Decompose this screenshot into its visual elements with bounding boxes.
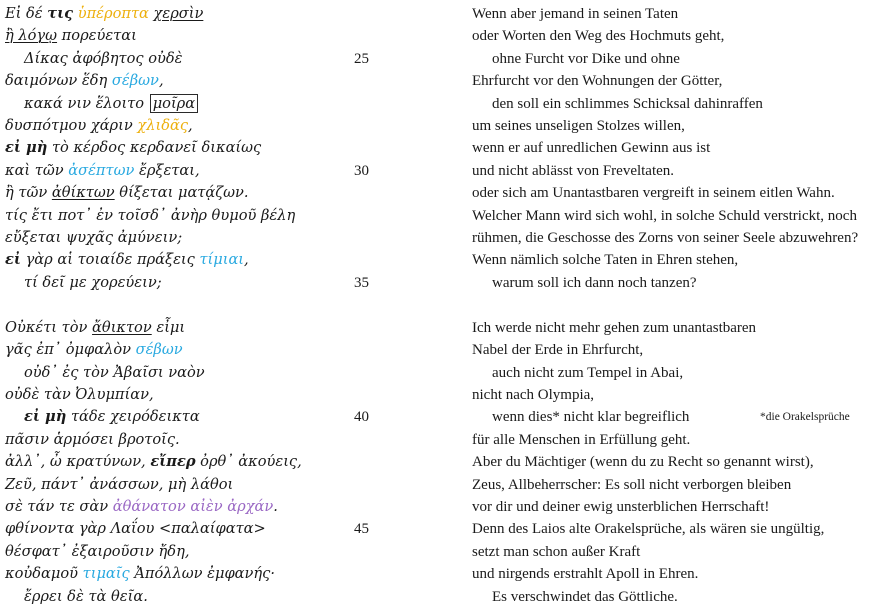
greek-verse	[5, 451, 302, 473]
verse-line	[0, 70, 893, 92]
german-translation: um seines unseligen Stolzes willen,	[472, 118, 685, 135]
greek-text-segment: ἀλλ᾽, ὦ κρατύνων,	[5, 453, 151, 471]
greek-text-segment: ,	[158, 72, 164, 90]
greek-text-segment: οὐδ᾽ ἐς τὸν Ἀβαῖσι ναὸν	[24, 363, 205, 381]
greek-verse	[5, 160, 200, 182]
verse-line	[0, 48, 893, 70]
greek-text-segment: τὸ κέρδος κερδανεῖ δικαίως	[47, 139, 262, 157]
greek-text-segment: κοὐδαμοῦ	[5, 565, 83, 583]
german-translation: oder Worten den Weg des Hochmuts geht,	[472, 28, 725, 45]
verse-line	[0, 115, 893, 137]
german-translation: für alle Menschen in Erfüllung geht.	[472, 431, 691, 448]
greek-verse	[5, 518, 266, 540]
greek-text-segment: χλιδᾶς	[137, 117, 189, 135]
greek-text-segment: ἢ τῶν	[5, 184, 52, 202]
greek-text-segment: εἰ	[5, 251, 21, 269]
verse-line	[0, 182, 893, 204]
german-translation: setzt man schon außer Kraft	[472, 543, 641, 560]
verse-line	[0, 160, 893, 182]
greek-text-segment: κακά νιν ἕλοιτο	[24, 94, 149, 112]
greek-verse	[5, 70, 164, 92]
greek-text-segment: ὀρθ᾽ ἀκούεις,	[195, 453, 302, 471]
greek-verse	[5, 541, 189, 563]
german-translation: Es verschwindet das Göttliche.	[492, 588, 678, 605]
german-translation: oder sich am Unantastbaren vergreift in seinem eitlen Wahn.	[472, 185, 835, 202]
greek-text-segment: ,	[244, 251, 249, 269]
greek-text-segment: πᾶσιν ἁρμόσει βροτοῖς.	[5, 430, 180, 448]
margin-note: *die Orakelsprüche	[760, 411, 850, 424]
greek-text-segment: ὑπέροπτα	[77, 5, 149, 22]
greek-text-segment: εἰ μὴ	[5, 139, 48, 157]
greek-verse	[24, 406, 200, 428]
greek-text-segment: ἢ λόγῳ	[5, 27, 58, 45]
german-translation: Denn des Laios alte Orakelsprüche, als wären sie ungültig,	[472, 521, 825, 538]
greek-text-segment: σέβων	[111, 72, 159, 90]
verse-line	[0, 563, 893, 585]
greek-verse	[24, 93, 198, 115]
greek-text-segment: δυσπότμου χάριν	[5, 117, 138, 135]
line-number: 25	[354, 50, 369, 67]
line-number: 35	[354, 274, 369, 291]
greek-text-segment: Οὐκέτι τὸν	[5, 318, 93, 336]
greek-verse	[24, 272, 162, 294]
german-translation: ohne Furcht vor Dike und ohne	[492, 50, 680, 67]
greek-text-segment: οὐδὲ τὰν Ὀλυμπίαν,	[5, 385, 154, 403]
stanza-1	[0, 3, 893, 294]
greek-verse	[5, 137, 261, 159]
verse-line	[0, 205, 893, 227]
greek-text-segment: τίς ἔτι ποτ᾽ ἐν τοῖσδ᾽ ἀνὴρ θυμοῦ βέλη	[5, 206, 296, 224]
verse-line	[0, 518, 893, 540]
german-translation: auch nicht zum Tempel in Abai,	[492, 364, 684, 381]
german-translation: und nicht ablässt von Freveltaten.	[472, 162, 675, 179]
greek-text-segment: καὶ τῶν	[5, 161, 69, 179]
greek-text-segment: τίμιαι	[199, 251, 245, 269]
line-number: 45	[354, 521, 369, 538]
german-translation: Zeus, Allbeherrscher: Es soll nicht verborgen bleiben	[472, 476, 792, 493]
greek-text-segment: ἔρρει δὲ τὰ θεῖα.	[24, 587, 148, 605]
greek-text-segment: γὰρ αἱ τοιαίδε πράξεις	[20, 251, 200, 269]
greek-text-segment: φθίνοντα γὰρ Λαΐου <παλαίφατα>	[5, 520, 266, 538]
line-number: 40	[354, 409, 369, 426]
verse-line	[0, 474, 893, 496]
greek-verse	[24, 586, 148, 608]
german-translation: Ehrfurcht vor den Wohnungen der Götter,	[472, 73, 723, 90]
greek-text-segment: γᾶς ἐπ᾽ ὀμφαλὸν	[5, 341, 136, 359]
greek-verse	[5, 182, 249, 204]
greek-verse	[5, 474, 233, 496]
greek-text-segment: μοῖρα	[150, 94, 198, 113]
verse-line	[0, 272, 893, 294]
greek-text-segment: Εἰ δέ	[5, 5, 48, 22]
greek-text-segment: ἄθικτον	[92, 318, 152, 336]
greek-text-segment: σέβων	[135, 341, 183, 359]
greek-text-segment: θίξεται ματᾴζων.	[114, 184, 249, 202]
verse-line	[0, 227, 893, 249]
german-translation: wenn er auf unredlichen Gewinn aus ist	[472, 140, 711, 157]
line-number: 30	[354, 162, 369, 179]
german-translation: Aber du Mächtiger (wenn du zu Recht so genannt wirst),	[472, 454, 814, 471]
stanza-2	[0, 317, 893, 608]
verse-line	[0, 541, 893, 563]
verse-line	[0, 362, 893, 384]
german-translation: Welcher Mann wird sich wohl, in solche Schuld verstrickt, noch	[472, 207, 857, 224]
verse-line	[0, 451, 893, 473]
greek-text-segment: εἶμι	[151, 318, 186, 336]
greek-text-segment: θέσφατ᾽ ἐξαιροῦσιν ἤδη,	[5, 542, 190, 560]
verse-line	[0, 249, 893, 271]
verse-line	[0, 429, 893, 451]
greek-verse	[5, 115, 193, 137]
verse-line	[0, 339, 893, 361]
greek-text-segment: εἴπερ	[150, 453, 196, 471]
greek-verse	[5, 563, 275, 585]
greek-verse	[5, 317, 185, 339]
greek-text-segment: εὔξεται ψυχᾶς ἀμύνειν;	[5, 229, 183, 247]
greek-verse	[5, 384, 154, 406]
greek-text-segment: ,	[188, 117, 193, 135]
greek-text-segment: Δίκας ἀφόβητος οὐδὲ	[24, 49, 183, 67]
greek-text-segment: Ζεῦ, πάντ᾽ ἀνάσσων, μὴ λάθοι	[5, 475, 234, 493]
german-translation: wenn dies* nicht klar begreiflich	[492, 409, 690, 426]
german-translation: warum soll ich dann noch tanzen?	[492, 274, 697, 291]
verse-line	[0, 384, 893, 406]
german-translation: Wenn aber jemand in seinen Taten	[472, 6, 679, 22]
verse-line	[0, 496, 893, 518]
verse-line	[0, 3, 893, 25]
greek-verse	[5, 249, 249, 271]
greek-text-segment: χερσὶν	[153, 5, 204, 22]
greek-verse	[5, 3, 203, 25]
greek-verse	[5, 429, 180, 451]
greek-text-segment: τάδε χειρόδεικτα	[66, 408, 200, 426]
greek-verse	[5, 496, 278, 518]
greek-verse	[24, 362, 205, 384]
verse-line	[0, 406, 893, 428]
greek-verse	[5, 339, 183, 361]
greek-verse	[24, 48, 183, 70]
german-translation: Nabel der Erde in Ehrfurcht,	[472, 342, 644, 359]
verse-line	[0, 137, 893, 159]
greek-text-segment: Ἀπόλλων ἐμφανής·	[129, 565, 275, 583]
german-translation: rühmen, die Geschosse des Zorns von seiner Seele abzuwehren?	[472, 230, 859, 247]
german-translation: und nirgends erstrahlt Apoll in Ehren.	[472, 566, 699, 583]
verse-line	[0, 586, 893, 608]
greek-text-segment: δαιμόνων ἕδη	[5, 72, 112, 90]
greek-text-segment: ἀσέπτων	[68, 161, 135, 179]
greek-text-segment: τιμαῖς	[82, 565, 130, 583]
greek-text-segment: ἀθίκτων	[51, 184, 115, 202]
greek-text-segment: πορεύεται	[57, 27, 137, 45]
greek-text-segment: τις	[47, 5, 74, 22]
verse-line	[0, 93, 893, 115]
greek-verse	[5, 25, 137, 47]
german-translation: Ich werde nicht mehr gehen zum unantastbaren	[472, 319, 757, 336]
greek-text-segment: ἀθάνατον αἰὲν ἀρχάν	[112, 497, 274, 515]
german-translation: nicht nach Olympia,	[472, 386, 595, 403]
greek-text-segment: εἰ μὴ	[24, 408, 67, 426]
greek-text-segment: σὲ τάν τε σὰν	[5, 497, 113, 515]
greek-verse	[5, 205, 295, 227]
greek-verse	[5, 227, 182, 249]
greek-text-segment: .	[273, 497, 278, 515]
german-translation: vor dir und deiner ewig unsterblichen Herrschaft!	[472, 498, 770, 515]
german-translation: den soll ein schlimmes Schicksal dahinraffen	[492, 95, 763, 112]
greek-text-segment: ἔρξεται,	[134, 161, 200, 179]
verse-line	[0, 317, 893, 339]
verse-line	[0, 25, 893, 47]
greek-text-segment: τί δεῖ με χορεύειν;	[24, 273, 162, 291]
german-translation: Wenn nämlich solche Taten in Ehren stehen,	[472, 252, 739, 269]
